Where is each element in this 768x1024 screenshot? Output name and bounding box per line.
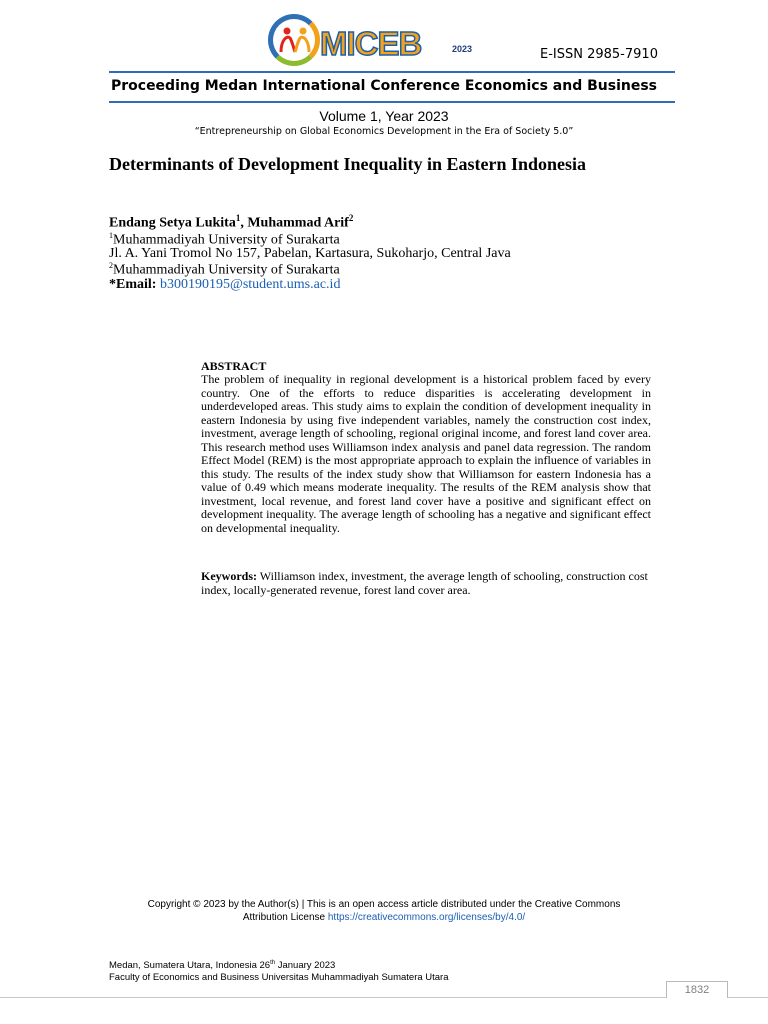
affiliation-text: Muhammadiyah University of Surakarta [113, 262, 340, 278]
footer-rule [0, 997, 768, 998]
license-link[interactable]: https://creativecommons.org/licenses/by/4.0/ [327, 912, 526, 923]
location-text: Medan, Sumatera Utara, Indonesia 26 [109, 960, 271, 972]
footer-location [109, 960, 335, 971]
abstract-heading: ABSTRACT [201, 359, 267, 373]
affiliation-address: Jl. A. Yani Tromol No 157, Pabelan, Kartasura, Sukoharjo, Central Java [109, 246, 511, 261]
keywords-text: Williamson index, investment, the average length of schooling, construction cost index, locally-generated revenue, forest land cover area. [201, 569, 648, 597]
location-date: January 2023 [275, 960, 336, 972]
keywords-label: Keywords: [201, 569, 257, 583]
author-affiliation-mark: 2 [348, 213, 354, 223]
affiliation-text: Muhammadiyah University of Surakarta [113, 232, 340, 248]
header-rule-bottom [109, 101, 675, 103]
abstract-text: The problem of inequality in regional development is a historical problem faced by every country. One of the efforts to reduce disparities is accelerating development in underdeveloped areas. This study aims to explain the condition of development inequality in eastern Indonesia by using five independent variables, namely the construction cost index, investment, average length of schooling, regional original income, and forest land cover area. This research method uses Williamson index analysis and panel data regression. The random Effect Model (REM) is the most appropriate approach to explain the influence of variables in this study. The results of the index study show that Williamson for eastern Indonesia has a value of 0.49 which means moderate inequality. The results of the REM analysis show that investment, local revenue, and forest land cover have a positive and significant effect on development inequality. The average length of schooling has a negative and significant effect on developmental inequality. [201, 372, 651, 535]
conference-theme: “Entrepreneurship on Global Economics Development in the Era of Society 5.0” [194, 126, 574, 137]
affiliation-mark: 1 [109, 231, 113, 240]
license-prefix: Attribution License [242, 912, 328, 923]
keywords [201, 570, 651, 597]
author-name: Endang Setya Lukita [109, 215, 236, 231]
author-separator: , [240, 215, 248, 231]
license-line [100, 911, 668, 924]
footer-faculty: Faculty of Economics and Business Universitas Muhammadiyah Sumatera Utara [109, 972, 449, 983]
affiliation-mark: 2 [109, 261, 113, 270]
affiliation-2 [109, 261, 340, 279]
copyright-notice [100, 898, 668, 924]
copyright-line: Copyright © 2023 by the Author(s) | This is an open access article distributed under the Creative Commons [147, 899, 621, 910]
logo-wordmark: MICEB [320, 25, 422, 62]
header-rule-top [109, 71, 675, 73]
conference-logo [268, 12, 478, 70]
author-name: Muhammad Arif [247, 215, 349, 231]
email-link[interactable]: b300190195@student.ums.ac.id [159, 277, 341, 292]
email-line [109, 277, 340, 293]
date-suffix: th [270, 960, 276, 966]
email-label: *Email: [109, 277, 157, 292]
logo-people-icon [278, 26, 312, 54]
paper-title: Determinants of Development Inequality in Eastern Indonesia [109, 154, 587, 174]
volume-label: Volume 1, Year 2023 [319, 108, 449, 124]
author-list [109, 213, 353, 232]
proceeding-title: Proceeding Medan International Conference Economics and Business [110, 78, 657, 94]
author-affiliation-mark: 1 [235, 213, 241, 223]
logo-year: 2023 [452, 44, 473, 54]
issn-label: E-ISSN 2985-7910 [540, 47, 658, 62]
page-number: 1832 [666, 981, 728, 998]
